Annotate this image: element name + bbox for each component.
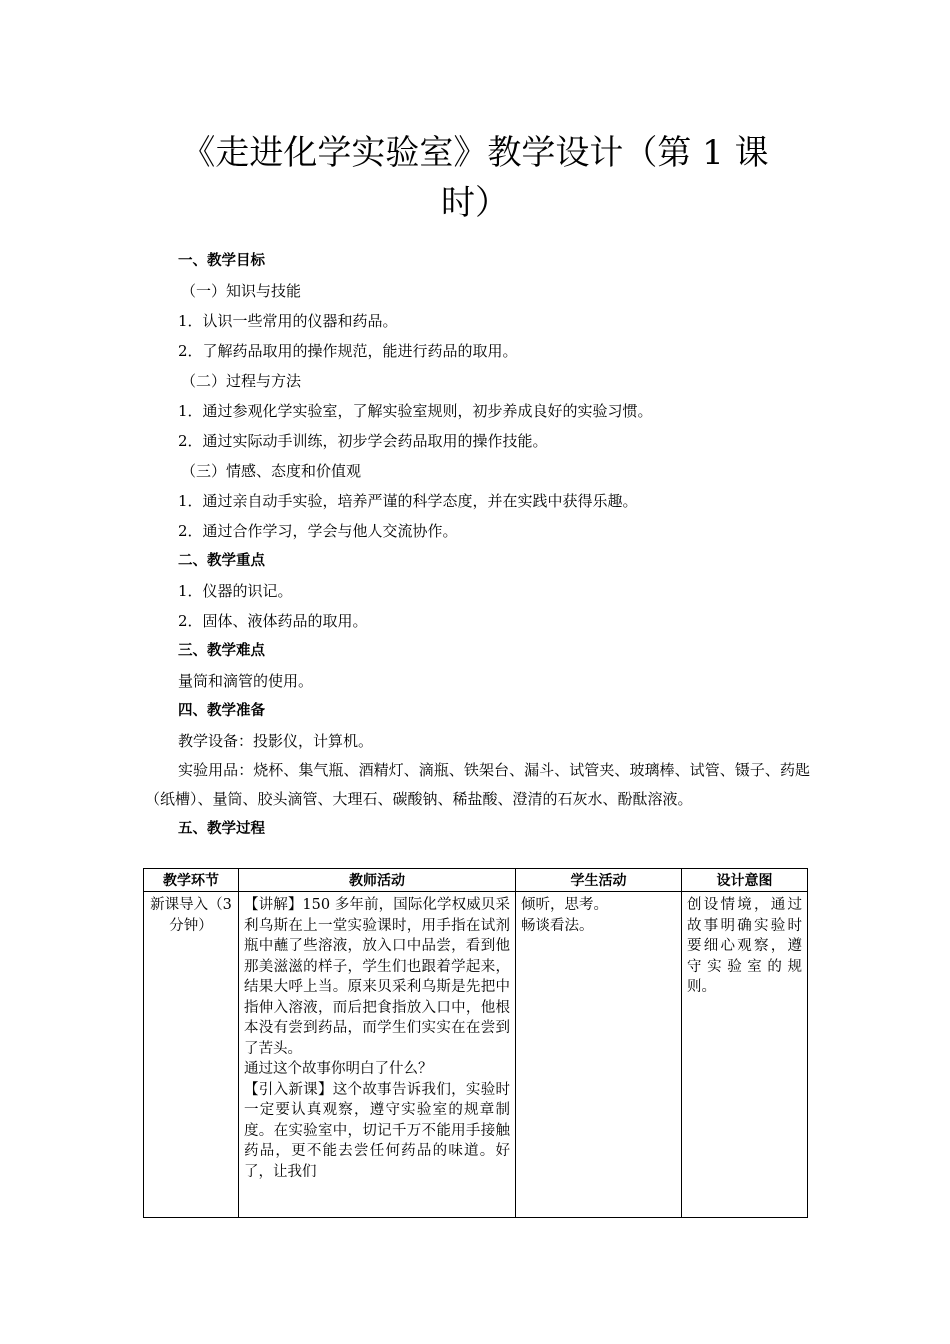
lesson-process-table [143,868,808,1218]
table-header-row [144,869,808,892]
equipment-text: 教学设备：投影仪，计算机。 [178,732,374,750]
stage-cell: 新课导入（3 分钟） [144,892,239,1218]
table-row [144,892,808,1218]
section-heading-process: 五、教学过程 [178,821,265,837]
teacher-activity-cell [239,892,516,1218]
supplies-paragraph: 实验用品：烧杯、集气瓶、酒精灯、滴瓶、铁架台、漏斗、试管夹、玻璃棒、试管、镊子、药匙（纸槽）、量筒、胶头滴管、大理石、碳酸钠、稀盐酸、澄清的石灰水、酚酞溶液。 [145,761,810,808]
subheading-process: （二）过程与方法 [181,372,302,390]
objective-item: 1．认识一些常用的仪器和药品。 [178,312,398,330]
header-stage: 教学环节 [144,869,239,892]
header-student-activity: 学生活动 [516,869,682,892]
key-point-item: 2．固体、液体药品的取用。 [178,612,368,630]
difficulty-text: 量筒和滴管的使用。 [178,672,314,690]
objective-item: 1．通过亲自动手实验，培养严谨的科学态度，并在实践中获得乐趣。 [178,492,638,510]
student-activity-line: 畅谈看法。 [521,917,594,934]
document-title [150,128,800,228]
section-heading-objectives: 一、教学目标 [178,253,265,269]
design-intent-cell: 创设情境，通过故事明确实验时要细心观察，遵守实验室的规则。 [682,892,808,1218]
header-teacher-activity: 教师活动 [239,869,516,892]
student-activity-line: 倾听，思考。 [521,897,608,913]
objective-item: 2．通过实际动手训练，初步学会药品取用的操作技能。 [178,432,548,450]
student-activity-cell [516,892,682,1218]
teacher-paragraph: 【引入新课】这个故事告诉我们，实验时一定要认真观察，遵守实验室的规章制度。在实验室中，切记千万不能用手接触药品，更不能去尝任何药品的味道。好了，让我们 [244,1081,510,1180]
key-point-item: 1．仪器的识记。 [178,582,293,600]
subheading-knowledge: （一）知识与技能 [181,282,302,300]
teacher-paragraph: 通过这个故事你明白了什么？ [244,1061,433,1077]
section-heading-difficulties: 三、教学难点 [178,643,265,659]
teacher-paragraph: 【讲解】150 多年前，国际化学权威贝采利乌斯在上一堂实验课时，用手指在试剂瓶中蘸了些溶液，放入口中品尝，看到他那美滋滋的样子，学生们也跟着学起来，结果大呼上当。原来贝采利乌斯是先把中指伸入溶液，而后把食指放入口中，他根本没有尝到药品，而学生们实实在在尝到了苦头。 [244,897,510,1057]
section-heading-key-points: 二、教学重点 [178,553,265,569]
document-body [145,246,810,844]
objective-item: 2．通过合作学习，学会与他人交流协作。 [178,522,458,540]
objective-item: 2．了解药品取用的操作规范，能进行药品的取用。 [178,342,518,360]
objective-item: 1．通过参观化学实验室，了解实验室规则，初步养成良好的实验习惯。 [178,402,653,420]
section-heading-preparation: 四、教学准备 [178,703,265,719]
title-line-1: 《走进化学实验室》教学设计（第 1 课 [181,133,769,173]
header-design-intent: 设计意图 [682,869,808,892]
subheading-values: （三）情感、态度和价值观 [181,462,362,480]
title-line-2: 时） [441,183,509,223]
